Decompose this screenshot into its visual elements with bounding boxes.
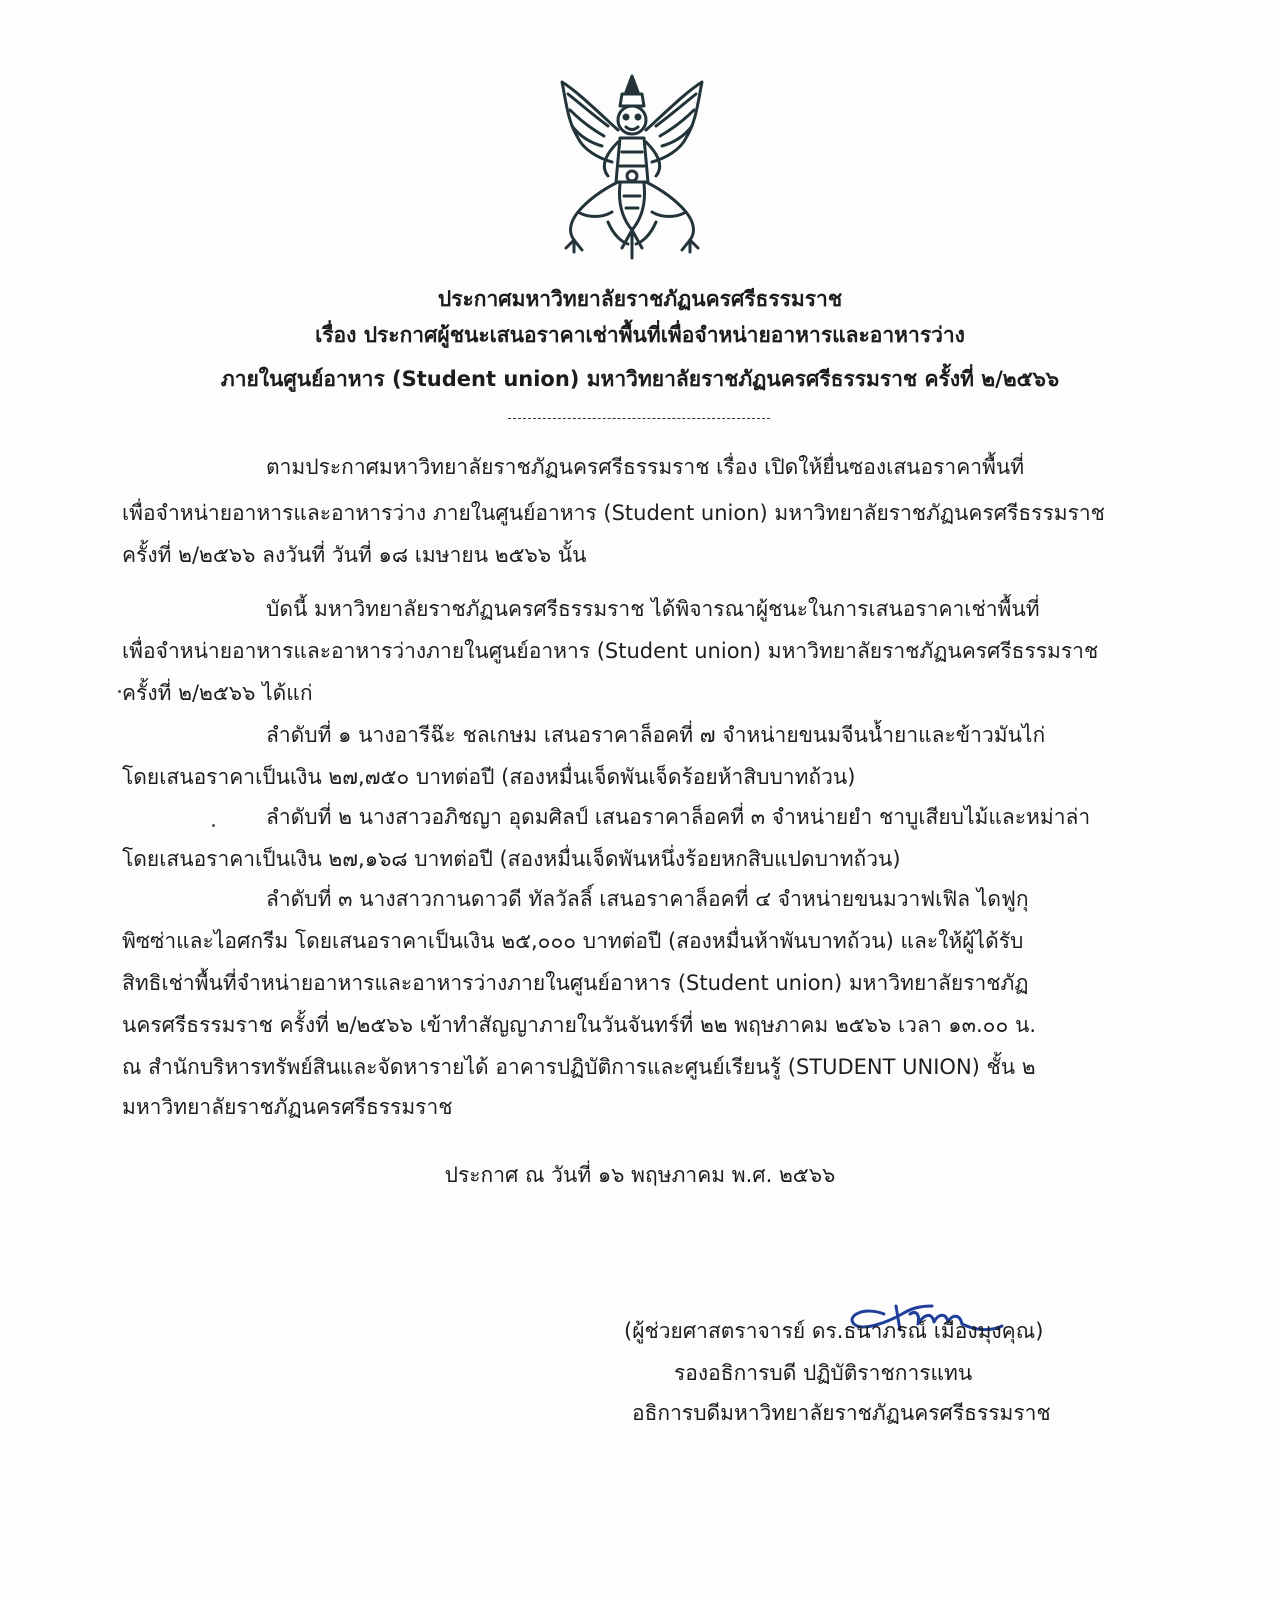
document-title: ประกาศมหาวิทยาลัยราชภัฏนครศรีธรรมราช — [437, 287, 843, 311]
winner-1-line-1: ลำดับที่ ๑ นางอารีฉ๊ะ ชลเกษม เสนอราคาล็อคที่ ๗ จำหน่ายขนมจีนน้ำยาและข้าวมันไก่ — [266, 723, 1046, 747]
paragraph-1-line-3: ครั้งที่ ๒/๒๕๖๖ ลงวันที่ วันที่ ๑๘ เมษายน ๒๕๖๖ นั้น — [122, 543, 587, 567]
scan-speck — [118, 690, 121, 693]
signatory-position-on-behalf: อธิการบดีมหาวิทยาลัยราชภัฏนครศรีธรรมราช — [632, 1401, 1051, 1425]
garuda-emblem-icon — [548, 72, 716, 270]
winner-3-line-5: ณ สำนักบริหารทรัพย์สินและจัดหารายได้ อาคารปฏิบัติการและศูนย์เรียนรู้ (STUDENT UNION) ชั้น ๒ — [122, 1055, 1036, 1079]
winner-3-line-4: นครศรีธรรมราช ครั้งที่ ๒/๒๕๖๖ เข้าทำสัญญาภายในวันจันทร์ที่ ๒๒ พฤษภาคม ๒๕๖๖ เวลา ๑๓.๐๐ น. — [122, 1013, 1036, 1037]
winner-3-line-6: มหาวิทยาลัยราชภัฏนครศรีธรรมราช — [122, 1095, 453, 1119]
winner-3-line-1: ลำดับที่ ๓ นางสาวกานดาวดี ทัลวัลลิ์ เสนอราคาล็อคที่ ๔ จำหน่ายขนมวาฟเฟิล ไดฟูกุ — [266, 887, 1029, 911]
paragraph-1-line-2: เพื่อจำหน่ายอาหารและอาหารว่าง ภายในศูนย์อาหาร (Student union) มหาวิทยาลัยราชภัฏนครศรีธรรมราช — [122, 501, 1105, 525]
signatory-position: รองอธิการบดี ปฏิบัติราชการแทน — [674, 1361, 973, 1385]
paragraph-2-line-3: ครั้งที่ ๒/๒๕๖๖ ได้แก่ — [122, 681, 313, 705]
winner-2-line-1: ลำดับที่ ๒ นางสาวอภิชญา อุดมศิลป์ เสนอราคาล็อคที่ ๓ จำหน่ายยำ ชาบูเสียบไม้และหม่าล่า — [266, 805, 1091, 829]
winner-2-line-2: โดยเสนอราคาเป็นเงิน ๒๗,๑๖๘ บาทต่อปี (สองหมื่นเจ็ดพันหนึ่งร้อยหกสิบแปดบาทถ้วน) — [122, 847, 901, 871]
paragraph-2-line-1: บัดนี้ มหาวิทยาลัยราชภัฏนครศรีธรรมราช ได้พิจารณาผู้ชนะในการเสนอราคาเช่าพื้นที่ — [266, 597, 1040, 621]
paragraph-2-line-2: เพื่อจำหน่ายอาหารและอาหารว่างภายในศูนย์อาหาร (Student union) มหาวิทยาลัยราชภัฏนครศรีธรรมราช — [122, 639, 1099, 663]
document-subject: เรื่อง ประกาศผู้ชนะเสนอราคาเช่าพื้นที่เพื่อจำหน่ายอาหารและอาหารว่าง — [315, 323, 965, 347]
document-subject-continued: ภายในศูนย์อาหาร (Student union) มหาวิทยาลัยราชภัฏนครศรีธรรมราช ครั้งที่ ๒/๒๕๖๖ — [220, 367, 1060, 391]
winner-1-line-2: โดยเสนอราคาเป็นเงิน ๒๗,๗๕๐ บาทต่อปี (สองหมื่นเจ็ดพันเจ็ดร้อยห้าสิบบาทถ้วน) — [122, 765, 856, 789]
signatory-name: (ผู้ช่วยศาสตราจารย์ ดร.ธนาภรณ์ เมืองมุงคุณ) — [624, 1319, 1044, 1343]
announcement-date: ประกาศ ณ วันที่ ๑๖ พฤษภาคม พ.ศ. ๒๕๖๖ — [444, 1163, 836, 1187]
title-divider — [508, 418, 770, 419]
winner-3-line-2: พิซซ่าและไอศกรีม โดยเสนอราคาเป็นเงิน ๒๕,๐๐๐ บาทต่อปี (สองหมื่นห้าพันบาทถ้วน) และให้ผู้ได้รับ — [122, 929, 1024, 953]
paragraph-1-line-1: ตามประกาศมหาวิทยาลัยราชภัฏนครศรีธรรมราช เรื่อง เปิดให้ยื่นซองเสนอราคาพื้นที่ — [266, 455, 1025, 479]
winner-3-line-3: สิทธิเช่าพื้นที่จำหน่ายอาหารและอาหารว่างภายในศูนย์อาหาร (Student union) มหาวิทยาลัยราชภัฏ — [122, 971, 1029, 995]
scan-speck — [212, 824, 215, 827]
